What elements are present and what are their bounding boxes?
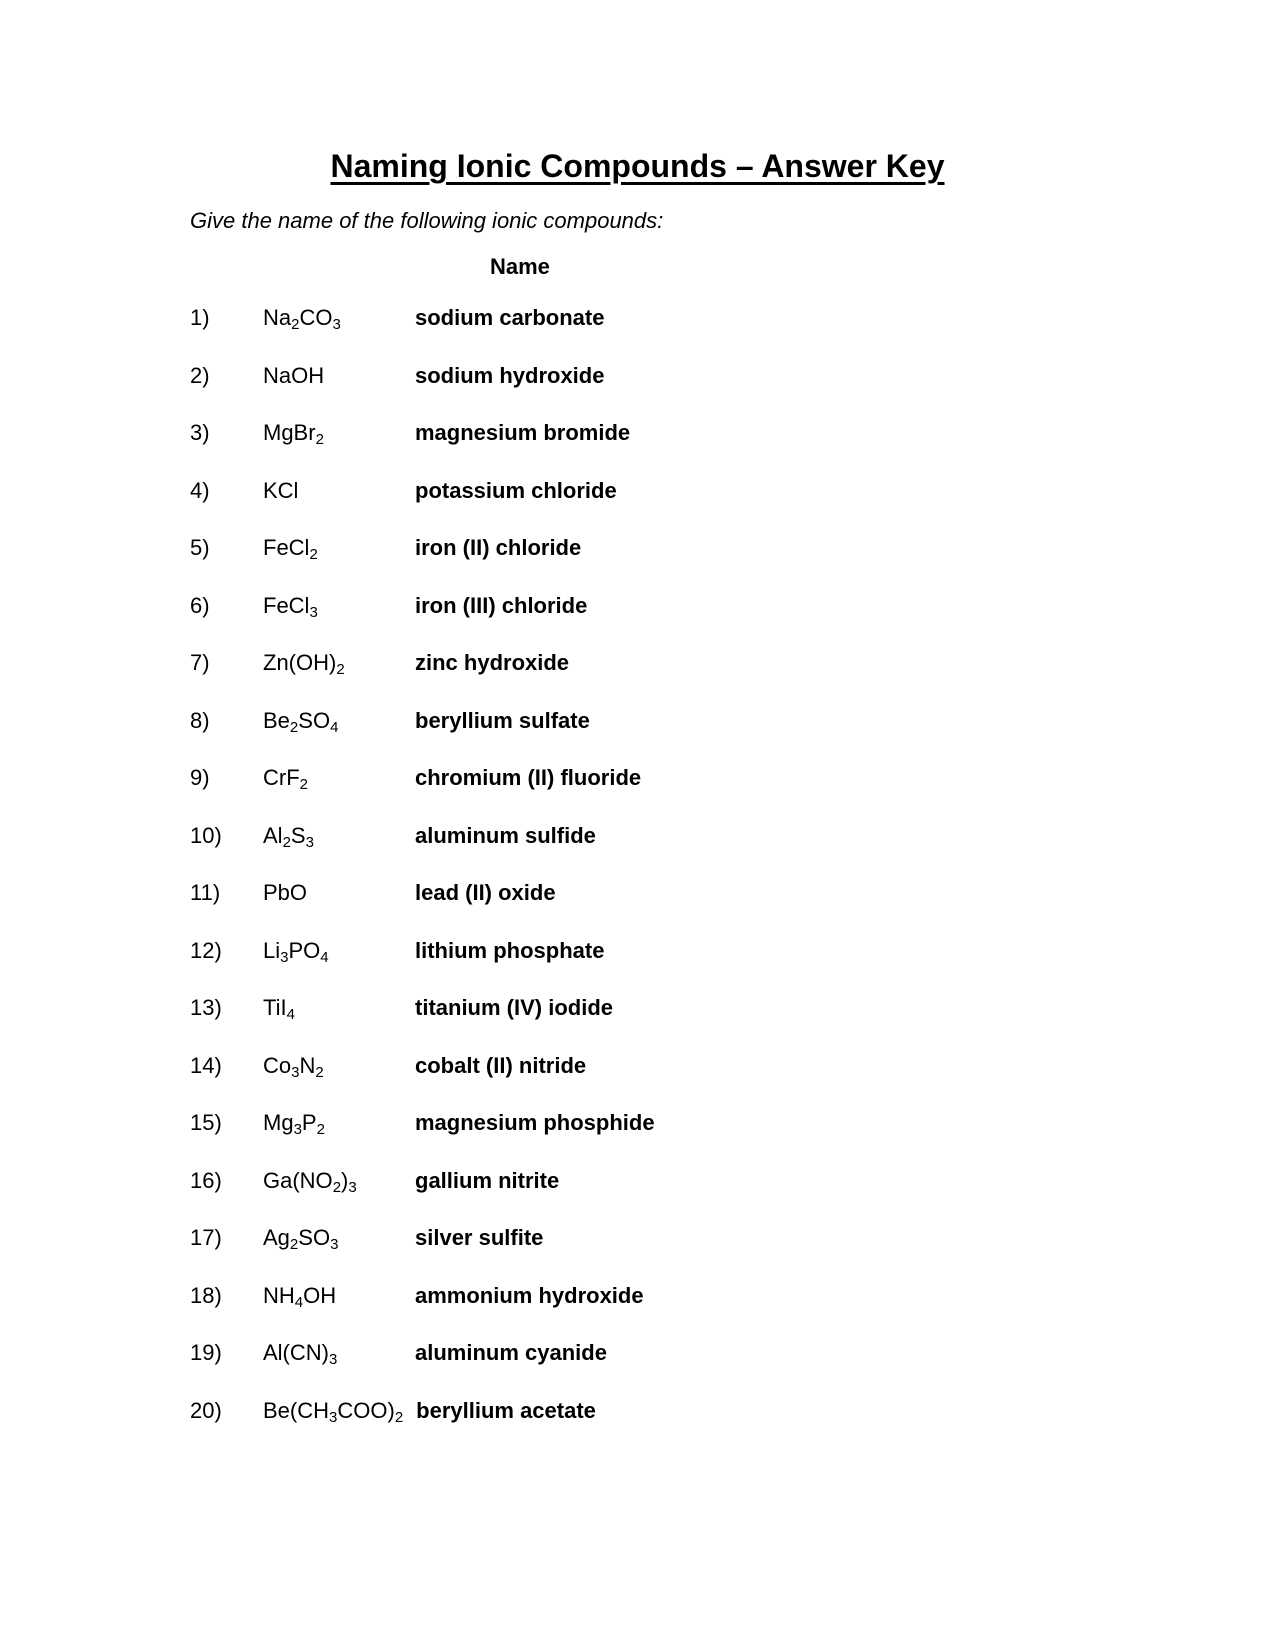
formula-subscript: 2: [289, 718, 299, 736]
item-name: cobalt (II) nitride: [415, 1052, 587, 1078]
compound-row: [190, 1109, 1275, 1136]
compound-row: [190, 1282, 1275, 1309]
compound-row: [190, 649, 1275, 676]
formula-subscript: 2: [282, 833, 291, 851]
item-number: 15): [190, 1110, 222, 1135]
item-formula: $Be(CH_3COO)_2$: [263, 1397, 404, 1426]
item-number: 10): [190, 822, 222, 848]
formula-subscript: 4: [330, 718, 339, 736]
item-name: aluminum sulfide: [415, 822, 596, 848]
item-formula: $Na_2CO_3$: [263, 305, 341, 333]
item-formula: $Ga(NO_2)_3$: [263, 1167, 357, 1196]
compound-row: [190, 592, 1275, 619]
compound-row: [190, 937, 1275, 964]
item-formula: $Al(CN)_3$: [263, 1340, 338, 1368]
item-name: titanium (IV) iodide: [415, 995, 613, 1020]
compound-row: [190, 764, 1275, 791]
formula-subscript: 2: [299, 776, 308, 793]
item-name: beryllium sulfate: [415, 707, 590, 733]
compound-row: [190, 362, 1275, 389]
item-formula: CrF$_2$: [263, 765, 308, 793]
compound-row: [190, 534, 1275, 561]
page-title-text: Naming Ionic Compounds – Answer Key: [330, 148, 945, 184]
item-number: 5): [190, 535, 210, 560]
formula-subscript: 3: [291, 1063, 300, 1081]
item-number: 19): [190, 1340, 222, 1365]
compound-row: [190, 1167, 1275, 1194]
formula-subscript: 2: [316, 1121, 325, 1138]
item-name: chromium (II) fluoride: [415, 765, 642, 790]
formula-subscript: 3: [329, 1408, 338, 1426]
item-number: 7): [190, 650, 210, 675]
item-number: 20): [190, 1397, 222, 1423]
formula-subscript: 3: [348, 1178, 357, 1196]
compound-row: [190, 1339, 1275, 1366]
compound-row: [190, 822, 1275, 849]
name-column-header: Name: [490, 254, 550, 279]
compound-row: [190, 707, 1275, 734]
item-number: 2): [190, 362, 210, 388]
item-number: 4): [190, 477, 210, 503]
item-formula: NaOH: [263, 362, 325, 388]
item-name: magnesium phosphide: [415, 1110, 655, 1135]
formula-subscript: 2: [394, 1408, 404, 1426]
item-name: sodium hydroxide: [415, 362, 605, 388]
item-number: 3): [190, 420, 210, 445]
item-name: potassium chloride: [415, 477, 617, 503]
item-name: lead (II) oxide: [415, 880, 556, 905]
item-number: 18): [190, 1282, 222, 1308]
item-number: 11): [190, 880, 221, 905]
formula-subscript: 2: [289, 1236, 299, 1253]
item-formula: PbO: [263, 880, 308, 905]
item-number: 16): [190, 1167, 222, 1193]
item-name: aluminum cyanide: [415, 1340, 607, 1365]
item-name: iron (III) chloride: [415, 592, 588, 618]
item-formula: $Zn(OH)_2$: [263, 650, 345, 678]
formula-subscript: 3: [329, 1351, 338, 1368]
formula-subscript: 2: [315, 1063, 324, 1081]
compound-row: [190, 1052, 1275, 1079]
item-formula: TiI$_4$: [263, 995, 295, 1023]
formula-subscript: 3: [309, 603, 318, 621]
item-name: sodium carbonate: [415, 305, 605, 330]
formula-subscript: 4: [294, 1293, 304, 1311]
formula-subscript: 3: [305, 833, 314, 851]
item-number: 13): [190, 995, 222, 1020]
item-formula: FeCl$_3$: [263, 592, 318, 621]
formula-subscript: 2: [291, 316, 300, 333]
item-name: gallium nitrite: [415, 1167, 560, 1193]
item-number: 17): [190, 1225, 222, 1250]
compound-row: [190, 1397, 1275, 1424]
item-formula: $Mg_3P_2$: [263, 1110, 325, 1138]
instruction-text: Give the name of the following ionic compounds:: [190, 208, 664, 233]
formula-subscript: 2: [309, 546, 318, 563]
item-formula: $Ag_2SO_3$: [263, 1225, 339, 1253]
page-title: [0, 0, 1275, 186]
item-formula: $Li_3PO_4$: [263, 937, 329, 966]
formula-subscript: 2: [332, 1178, 342, 1196]
formula-subscript: 3: [332, 316, 341, 333]
item-name: ammonium hydroxide: [415, 1282, 644, 1308]
item-formula: MgBr$_2$: [263, 420, 324, 448]
item-formula: $Al_2S_3$: [263, 822, 314, 851]
item-name: zinc hydroxide: [415, 650, 570, 675]
item-formula: $Co_3N_2$: [263, 1052, 324, 1081]
compound-row: [190, 477, 1275, 504]
formula-subscript: 3: [293, 1121, 302, 1138]
formula-subscript: 4: [286, 1006, 295, 1023]
compound-row: [190, 1224, 1275, 1251]
formula-subscript: 3: [280, 948, 289, 966]
formula-subscript: 3: [330, 1236, 339, 1253]
formula-subscript: 2: [315, 431, 324, 448]
item-number: 14): [190, 1052, 222, 1078]
item-number: 12): [190, 937, 222, 963]
item-name: iron (II) chloride: [415, 535, 582, 560]
item-number: 1): [190, 305, 210, 330]
compound-row: [190, 994, 1275, 1021]
item-number: 9): [190, 765, 210, 790]
item-name: beryllium acetate: [416, 1397, 596, 1423]
compound-row: [190, 304, 1275, 331]
item-number: 8): [190, 707, 210, 733]
item-formula: KCl: [263, 477, 299, 503]
item-number: 6): [190, 592, 210, 618]
item-formula: FeCl$_2$: [263, 535, 318, 563]
item-name: lithium phosphate: [415, 937, 605, 963]
formula-subscript: 2: [336, 661, 345, 678]
compound-row: [190, 879, 1275, 906]
compound-row: [190, 419, 1275, 446]
item-name: silver sulfite: [415, 1225, 544, 1250]
item-formula: $NH_4OH$: [263, 1282, 337, 1311]
item-formula: $Be_2SO_4$: [263, 707, 339, 736]
item-name: magnesium bromide: [415, 420, 631, 445]
compound-list: [0, 304, 1275, 1424]
formula-subscript: 4: [320, 948, 329, 966]
